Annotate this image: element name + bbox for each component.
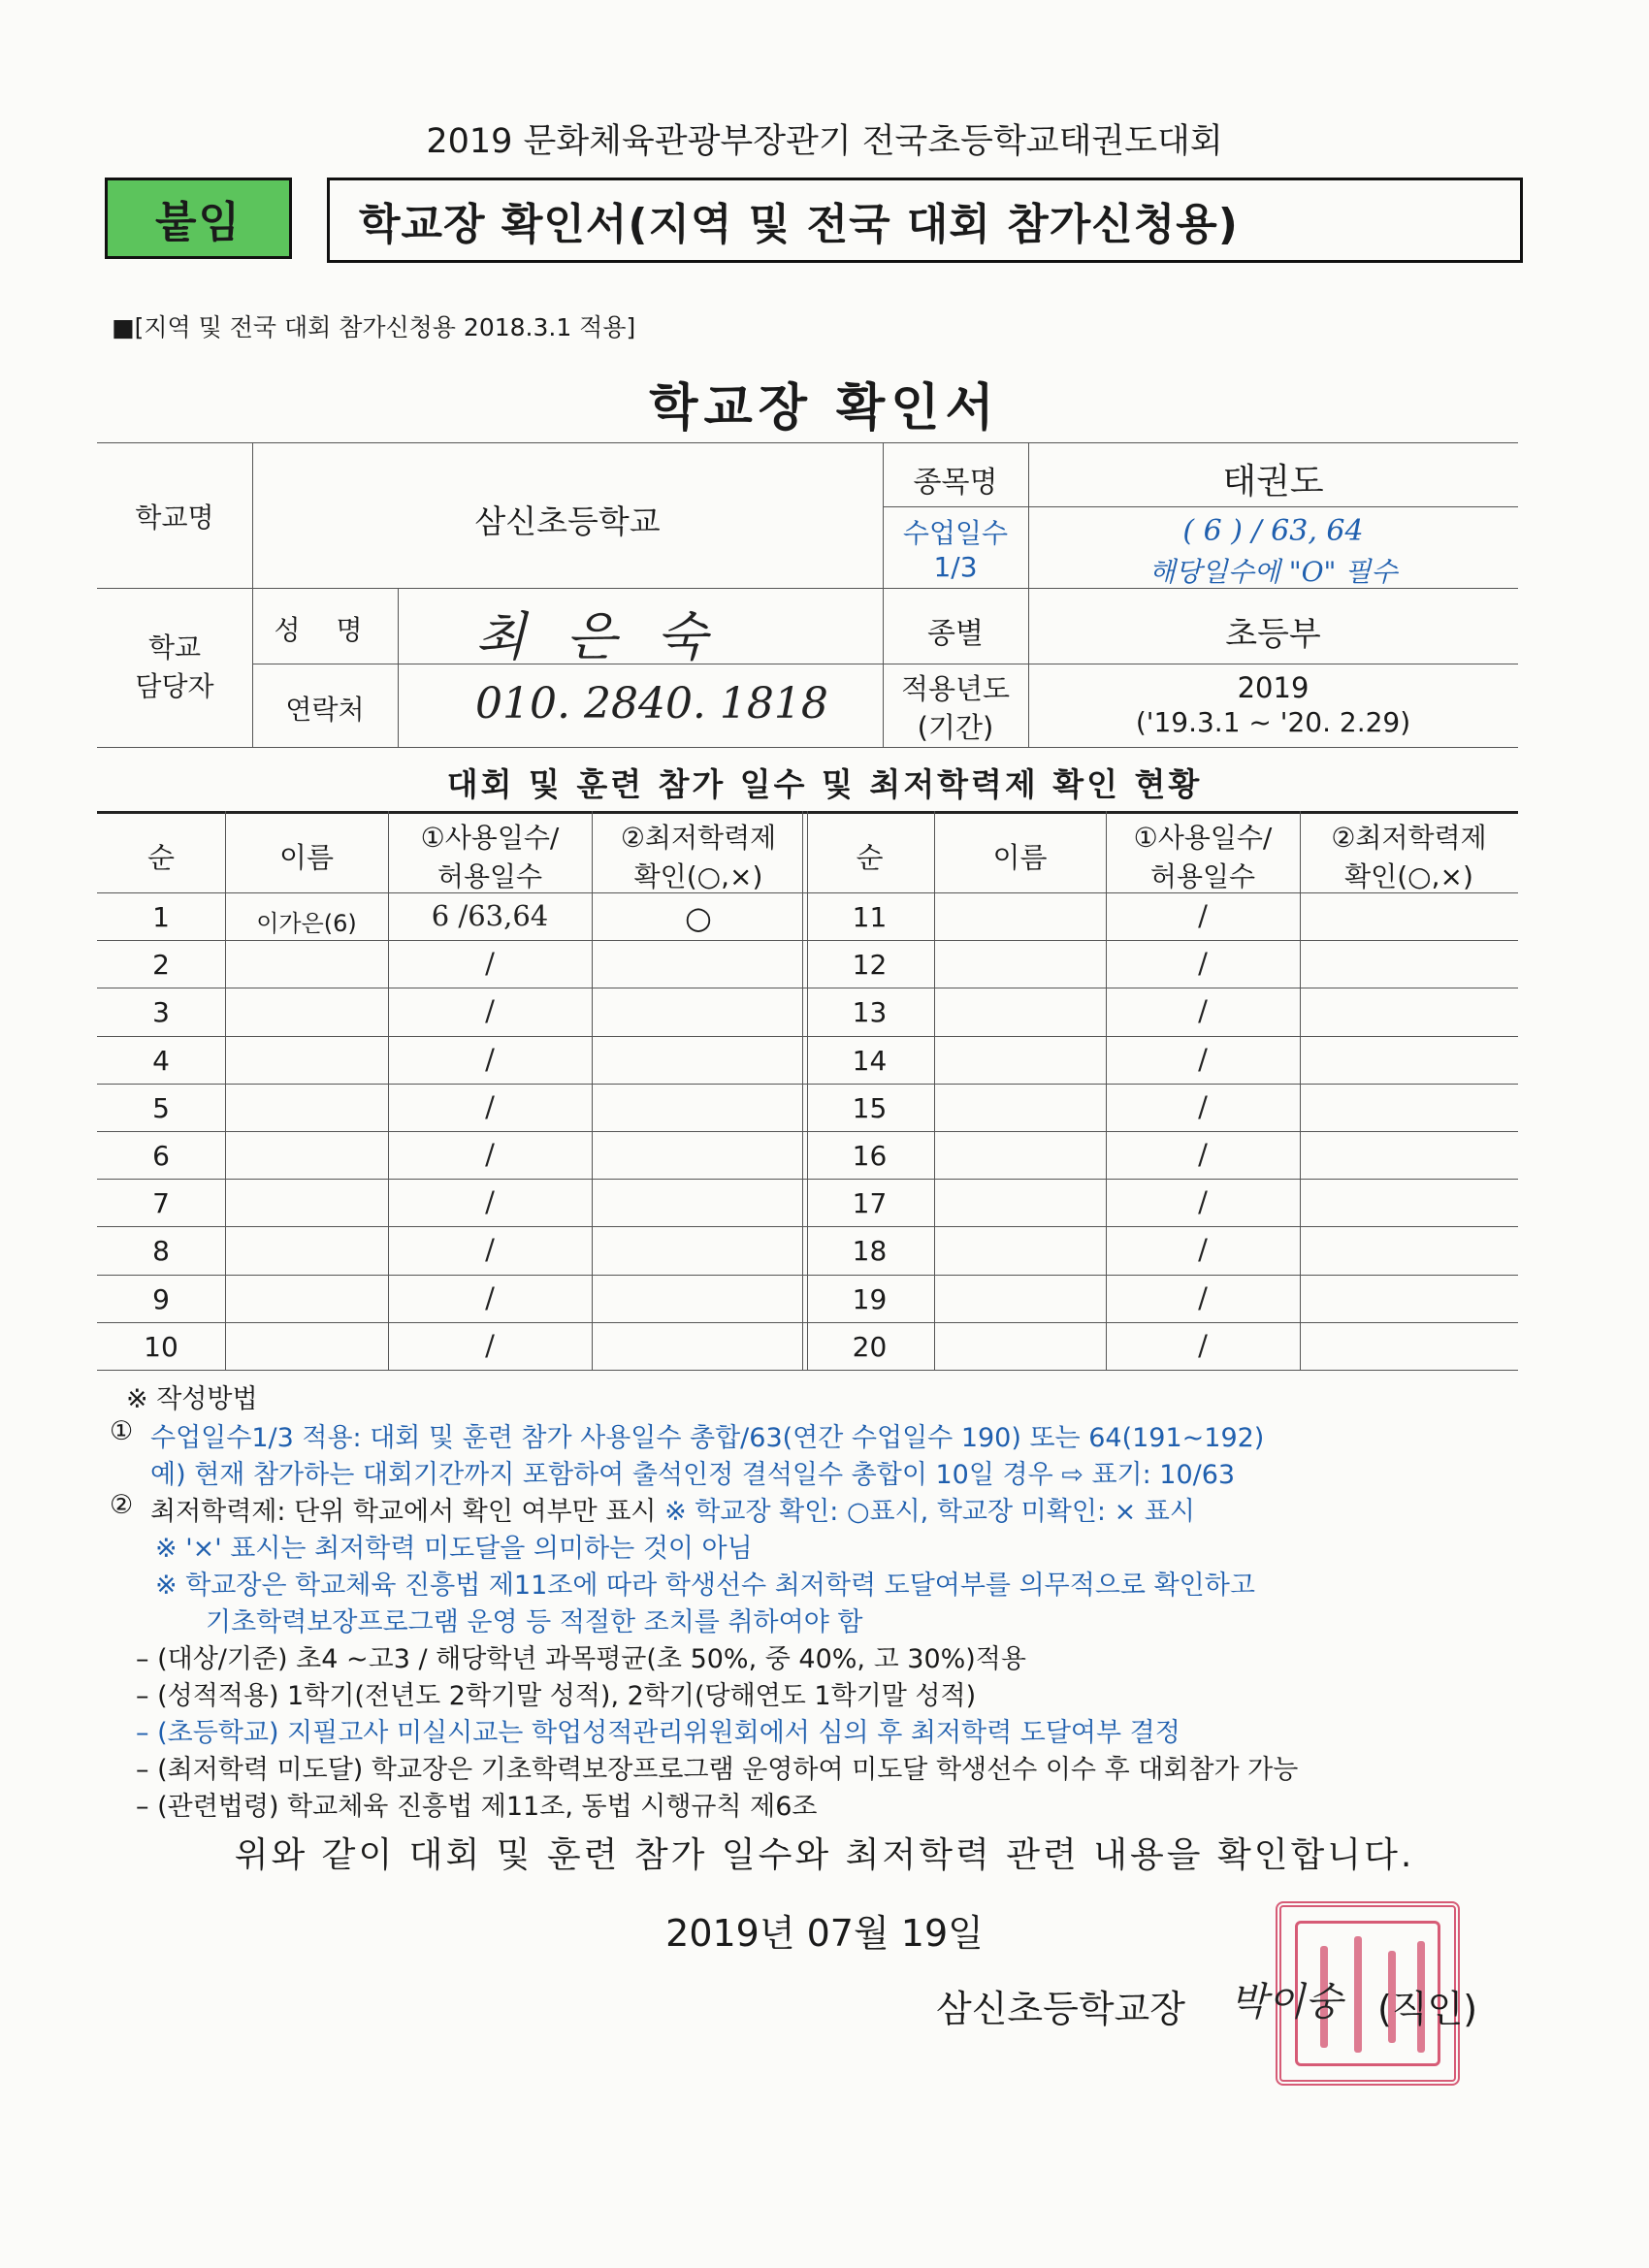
row-number: 3 [152,996,170,1029]
category-value: 초등부 [1225,615,1321,654]
row-days: / [485,1328,495,1362]
note-1-number: ① [110,1416,134,1446]
row-days: / [485,1042,495,1076]
row-number: 17 [852,1187,888,1220]
header-days-allowed: 허용일수 [1149,860,1256,892]
note-2-line-d: 기초학력보장프로그램 운영 등 적절한 조치를 취하여야 함 [206,1607,863,1637]
principal-signature: 박이숭 [1230,1980,1342,2025]
row-days: / [1198,899,1208,932]
section-title: 대회 및 훈련 참가 일수 및 최저학력제 확인 현황 [446,765,1203,803]
note-2-highlight: ※ 학교장 확인: ○표시, 학교장 미확인: × 표시 [664,1497,1195,1527]
table-center-rule [802,811,803,1370]
header-days-allowed: 허용일수 [436,860,543,892]
row-name: 이가은(6) [256,910,357,937]
name-label: 성 명 [274,614,376,646]
rule [97,747,1518,748]
year-value: 2019 [1237,671,1310,704]
subheading: ■[지역 및 전국 대회 참가신청용 2018.3.1 적용] [112,313,636,341]
note-1-line-a: 수업일수1/3 적용: 대회 및 훈련 참가 사용일수 총합/63(연간 수업일수 190) 또는 64(191~192) [150,1423,1265,1453]
row-min-grade-check: ○ [685,899,712,936]
contact-value: 010. 2840. 1818 [475,679,828,729]
category-label: 종별 [927,617,984,651]
table-column-rule [225,811,226,1370]
header-min-grade: ②최저학력제 [1331,822,1487,854]
confirmation-statement: 위와 같이 대회 및 훈련 참가 일수와 최저학력 관련 내용을 확인합니다. [234,1835,1415,1875]
row-days: / [1198,1089,1208,1123]
year-label: 적용년도 [900,672,1011,705]
row-days: / [1198,1185,1208,1219]
note-2-line-c: ※ 학교장은 학교체육 진흥법 제11조에 따라 학생선수 최저학력 도달여부를 의무적으로 확인하고 [155,1571,1255,1601]
row-number: 18 [852,1235,888,1268]
method-title: ※ 작성방법 [126,1384,258,1414]
header-name: 이름 [278,841,335,874]
row-number: 1 [152,901,170,933]
row-days: / [485,1185,495,1219]
row-number: 11 [852,901,888,933]
note-2-number: ② [110,1490,134,1520]
row-days: / [1198,1280,1208,1314]
row-days: / [1198,1138,1208,1171]
school-name: 삼신초등학교 [474,502,661,540]
rule [97,442,1518,443]
main-title: 학교장 확인서(지역 및 전국 대회 참가신청용) [327,178,1523,263]
note-2-text: 최저학력제: 단위 학교에서 확인 여부만 표시 [150,1497,665,1527]
row-number: 10 [144,1330,178,1363]
row-days: / [485,994,495,1028]
row-days: / [485,1233,495,1267]
header-days: ①사용일수/ [1133,822,1273,854]
table-column-rule [1300,811,1301,1370]
school-label: 학교명 [135,502,214,534]
table-row-rule [97,1370,1518,1371]
attachment-badge: 붙임 [105,178,292,259]
year-period: ('19.3.1 ~ '20. 2.29) [1135,706,1411,738]
header-min-check: 확인(○,×) [633,860,763,892]
staff-label: 학교 [147,632,202,664]
row-number: 2 [152,949,170,982]
event-value: 태권도 [1222,462,1324,502]
row-number: 15 [852,1091,888,1124]
row-days: / [485,947,495,981]
class-days-note: 해당일수에 "O" 필수 [1148,556,1398,588]
row-number: 20 [852,1330,888,1363]
staff-label-2: 담당자 [135,670,214,702]
row-number: 13 [852,996,888,1029]
row-days: / [1198,1328,1208,1362]
table-column-rule [592,811,593,1370]
event-label: 종목명 [913,466,998,500]
row-number: 4 [152,1044,170,1077]
header-min-check: 확인(○,×) [1344,860,1473,892]
header-name: 이름 [992,841,1048,874]
table-column-rule [934,811,935,1370]
name-value: 최 은 숙 [475,606,719,667]
event-title: 2019 문화체육관광부장관기 전국초등학교태권도대회 [426,122,1223,161]
principal-title: 삼신초등학교장 [936,1988,1185,2030]
class-days-fraction: 1/3 [933,551,978,583]
row-days: / [1198,1042,1208,1076]
row-number: 7 [152,1187,170,1220]
header-min-grade: ②최저학력제 [620,822,777,854]
note-2-line-b: ※ '×' 표시는 최저학력 미도달을 의미하는 것이 아님 [155,1534,753,1564]
note-1-line-b: 예) 현재 참가하는 대회기간까지 포함하여 출석인정 결석일수 총합이 10일 경우 ⇨ 표기: 10/63 [150,1460,1236,1490]
contact-label: 연락처 [285,694,365,726]
row-number: 19 [852,1282,888,1315]
row-days: / [1198,994,1208,1028]
detail-unmet: – (최저학력 미도달) 학교장은 기초학력보장프로그램 운영하여 미도달 학생선수 이수 후 대회참가 가능 [136,1755,1299,1785]
year-label-2: (기간) [917,711,994,744]
document-title: 학교장 확인서 [649,379,1000,437]
detail-target: – (대상/기준) 초4 ~고3 / 해당학년 과목평균(초 50%, 중 40%, 고 30%)적용 [136,1644,1026,1674]
row-number: 12 [852,949,888,982]
rule [883,506,1518,507]
header-days: ①사용일수/ [420,822,560,854]
row-days: / [1198,947,1208,981]
row-days: / [485,1280,495,1314]
row-number: 6 [152,1140,170,1172]
row-days: / [485,1089,495,1123]
class-days-value: ( 6 ) / 63, 64 [1182,514,1364,548]
row-number: 9 [152,1282,170,1315]
row-number: 8 [152,1235,170,1268]
detail-elementary: – (초등학교) 지필고사 미실시교는 학업성적관리위원회에서 심의 후 최저학력 도달여부 결정 [136,1718,1180,1748]
row-days: / [1198,1233,1208,1267]
row-days: / [485,1138,495,1171]
note-2-line-a [150,1490,1195,1528]
class-days-label: 수업일수 [902,517,1009,549]
row-number: 16 [852,1140,888,1172]
row-number: 14 [852,1044,888,1077]
seal-label: (직인) [1377,1988,1478,2030]
issue-date: 2019년 07월 19일 [665,1912,984,1955]
detail-grades: – (성적적용) 1학기(전년도 2학기말 성적), 2학기(당해연도 1학기말 성적) [136,1681,977,1711]
header-no: 순 [856,841,884,874]
row-days: 6 /63,64 [431,899,549,932]
detail-law: – (관련법령) 학교체육 진흥법 제11조, 동법 시행규칙 제6조 [136,1792,818,1822]
header-no: 순 [146,841,175,874]
row-number: 5 [152,1091,170,1124]
